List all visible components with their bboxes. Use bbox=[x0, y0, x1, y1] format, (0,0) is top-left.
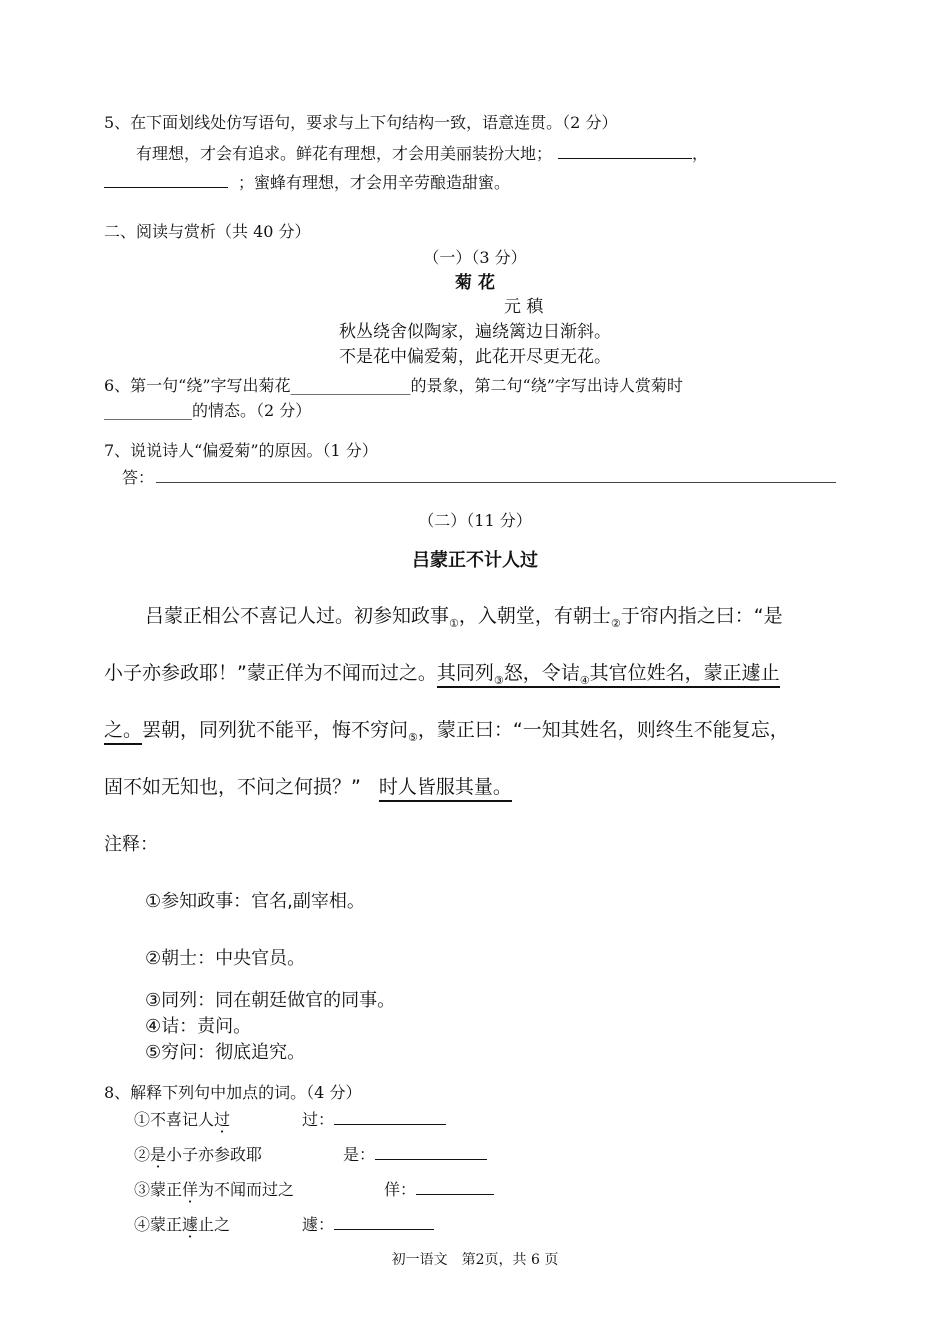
passage-text: 罢朝，同列犹不能平，悔不穷问 bbox=[142, 719, 409, 741]
passage-text: 固不如无知也，不问之何损？” bbox=[104, 776, 361, 798]
q8-item-2 bbox=[134, 1142, 262, 1165]
q6-text-c: 的情态。（2 分） bbox=[192, 401, 312, 420]
note-ref-5: ⑤ bbox=[408, 730, 418, 744]
note-ref-2: ② bbox=[610, 616, 621, 630]
q5-line2 bbox=[104, 170, 510, 193]
note-item-5: ⑤穷问：彻底追究。 bbox=[145, 1042, 306, 1063]
q8-item-text: ④蒙正 bbox=[134, 1215, 183, 1234]
dotted-word: 过 bbox=[214, 1110, 231, 1129]
q8-answer-1 bbox=[302, 1107, 446, 1130]
q8-item-3 bbox=[134, 1177, 294, 1200]
q6-text-a: 6、第一句“绕”字写出菊花 bbox=[104, 376, 291, 395]
note-ref-4: ④ bbox=[579, 673, 590, 687]
q8-answer-2 bbox=[343, 1142, 487, 1165]
dotted-word: 遽 bbox=[182, 1215, 199, 1234]
note-item-4: ④诘：责问。 bbox=[145, 1016, 252, 1037]
q8-item-text: 小子亦参政耶 bbox=[166, 1145, 263, 1164]
q6-blank-b[interactable]: ___________ bbox=[104, 401, 192, 420]
passage-text: ，蒙正曰：“一知其姓名，则终生不能复忘， bbox=[417, 719, 789, 741]
q8-title: 8、解释下列句中加点的词。（4 分） bbox=[104, 1083, 362, 1102]
q5-blank-2[interactable] bbox=[104, 186, 228, 188]
q6-line1 bbox=[104, 373, 683, 396]
q5-line2-text: ；蜜蜂有理想，才会用辛劳酿造甜蜜。 bbox=[238, 173, 511, 192]
q6-text-b: 的景象，第二句“绕”字写出诗人赏菊时 bbox=[410, 376, 683, 395]
note-item-3: ③同列：同在朝廷做官的同事。 bbox=[145, 990, 396, 1011]
q8-item-text: 止之 bbox=[198, 1215, 231, 1234]
passage-line-2 bbox=[104, 658, 780, 687]
notes-label: 注释： bbox=[104, 834, 158, 855]
q8-item-text: ③蒙正 bbox=[134, 1180, 183, 1199]
poem-verse-2: 不是花中偏爱菊，此花开尽更无花。 bbox=[339, 347, 611, 367]
q8-item-text: 为不闻而过之 bbox=[198, 1180, 295, 1199]
q8-answer-4 bbox=[302, 1212, 434, 1235]
section2-title: 二、阅读与赏析（共 40 分） bbox=[104, 222, 311, 241]
part1-header: （一）（3 分） bbox=[423, 248, 527, 267]
q7-answer-label: 答： bbox=[122, 468, 155, 487]
poem-verse-1: 秋丛绕舍似陶家，遍绕篱边日渐斜。 bbox=[339, 322, 611, 342]
q8-item-text: ② bbox=[134, 1145, 151, 1164]
q8-answer-label: 遽： bbox=[302, 1215, 335, 1234]
q8-item-1 bbox=[134, 1107, 230, 1130]
q7-title: 7、说说诗人“偏爱菊”的原因。（1 分） bbox=[104, 441, 378, 460]
q5-line1-end: ， bbox=[692, 144, 709, 163]
passage-text: 小子亦参政耶！”蒙正佯为不闻而过之。 bbox=[104, 662, 437, 684]
note-item-1: ①参知政事：官名,副宰相。 bbox=[145, 891, 365, 912]
q8-answer-blank-1[interactable] bbox=[334, 1123, 446, 1125]
dotted-word: 佯 bbox=[182, 1180, 199, 1199]
underlined-sentence bbox=[437, 662, 780, 688]
q7-answer-line[interactable] bbox=[156, 481, 836, 483]
part2-header: （二）（11 分） bbox=[418, 511, 532, 530]
passage-line-1 bbox=[145, 601, 783, 630]
note-ref-1: ① bbox=[449, 616, 459, 630]
q8-answer-3 bbox=[384, 1177, 494, 1200]
q8-answer-blank-2[interactable] bbox=[375, 1158, 487, 1160]
passage-text: 于帘内指之曰：“是 bbox=[620, 605, 783, 627]
passage-text: 其同列 bbox=[436, 662, 494, 684]
passage-text: 其官位姓名，蒙正遽止 bbox=[589, 662, 780, 684]
dotted-word: 是 bbox=[150, 1145, 167, 1164]
q8-answer-label: 是： bbox=[343, 1145, 376, 1164]
q8-answer-label: 过： bbox=[302, 1110, 335, 1129]
q8-answer-blank-4[interactable] bbox=[334, 1228, 434, 1230]
q5-blank-1[interactable] bbox=[558, 157, 692, 159]
passage-text: 怒，令诘 bbox=[503, 662, 580, 684]
q5-line1 bbox=[136, 141, 708, 164]
passage-line-4 bbox=[104, 772, 512, 799]
q8-item-text: ①不喜记人 bbox=[134, 1110, 215, 1129]
page-footer: 初一语文 第2页，共 6 页 bbox=[391, 1252, 559, 1268]
note-item-2: ②朝士：中央官员。 bbox=[145, 948, 306, 969]
passage-line-3 bbox=[104, 715, 789, 744]
q8-item-4 bbox=[134, 1212, 230, 1235]
passage-title: 吕蒙正不计人过 bbox=[412, 550, 538, 571]
q5-line1-text: 有理想，才会有追求。鲜花有理想，才会用美丽装扮大地； bbox=[136, 144, 553, 163]
note-ref-3: ③ bbox=[493, 673, 504, 687]
poem-author: 元 稹 bbox=[504, 297, 544, 317]
q8-answer-label: 佯： bbox=[384, 1180, 417, 1199]
q6-blank-a[interactable]: _______________ bbox=[290, 376, 411, 395]
q5-title: 5、在下面划线处仿写语句，要求与上下句结构一致，语意连贯。（2 分） bbox=[104, 113, 618, 132]
q6-line2 bbox=[104, 398, 311, 421]
underlined-sentence-end: 之。 bbox=[104, 719, 142, 745]
q7-answer bbox=[122, 465, 836, 488]
underlined-sentence-2: 时人皆服其量。 bbox=[379, 776, 512, 802]
poem-title: 菊 花 bbox=[455, 273, 495, 293]
passage-text: ，入朝堂，有朝士 bbox=[458, 605, 611, 627]
q8-answer-blank-3[interactable] bbox=[416, 1193, 494, 1195]
passage-text: 吕蒙正相公不喜记人过。初参知政事 bbox=[145, 605, 450, 627]
